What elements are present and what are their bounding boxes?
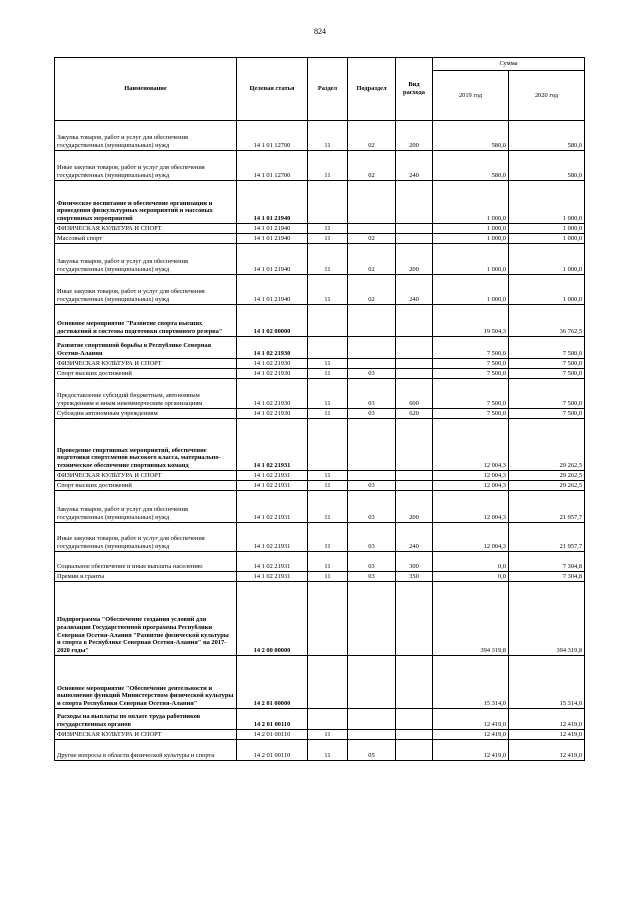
row-amount-2019: 1 000,0 [433,244,509,275]
row-section [308,419,348,471]
table-row [55,369,585,379]
row-amount-2019: 12 004,3 [433,523,509,552]
row-amount-2020: 1 000,0 [509,234,585,244]
row-name: Развитие спортивной борьбы в Республике Северная Осетия-Алания [55,337,237,359]
row-amount-2020: 7 500,0 [509,409,585,419]
row-expense-type [396,359,433,369]
row-name: Закупка товаров, работ и услуг для обеспечения государственных (муниципальных) нужд [55,244,237,275]
row-amount-2020: 15 314,0 [509,656,585,709]
row-amount-2020: 1 000,0 [509,275,585,305]
row-amount-2019: 12 419,0 [433,730,509,740]
row-amount-2020: 21 957,7 [509,523,585,552]
row-expense-type [396,305,433,337]
row-target-code: 14 1 02 21930 [237,409,308,419]
table-row [55,491,585,523]
row-target-code: 14 2 01 00000 [237,656,308,709]
row-subsection [348,582,396,656]
row-subsection: 03 [348,409,396,419]
row-amount-2020: 7 500,0 [509,359,585,369]
row-amount-2019: 12 419,0 [433,740,509,761]
row-amount-2019: 1 000,0 [433,234,509,244]
row-expense-type: 240 [396,151,433,181]
header-2019: 2019 год [433,71,509,121]
row-name: Премии и гранты [55,572,237,582]
row-section: 11 [308,359,348,369]
header-target: Целевая статья [237,58,308,121]
row-subsection [348,224,396,234]
row-name: Другие вопросы в области физической культуры и спорта [55,740,237,761]
row-expense-type [396,740,433,761]
row-subsection: 02 [348,151,396,181]
row-amount-2019: 7 500,0 [433,379,509,409]
row-section: 11 [308,471,348,481]
row-name: Проведение спортивных мероприятий, обеспечение подготовки спортсменов высокого класса, материально-техническое обеспечение спортивных команд [55,419,237,471]
row-target-code: 14 1 01 12700 [237,121,308,151]
row-subsection: 05 [348,740,396,761]
row-target-code: 14 2 01 00110 [237,740,308,761]
table-row [55,740,585,761]
row-subsection [348,181,396,224]
row-section: 11 [308,481,348,491]
row-subsection [348,419,396,471]
row-amount-2019: 12 004,3 [433,419,509,471]
row-target-code: 14 1 01 21940 [237,244,308,275]
row-name: ФИЗИЧЕСКАЯ КУЛЬТУРА И СПОРТ [55,359,237,369]
row-name: Основное мероприятие "Развитие спорта высших достижений и системы подготовки спортивного резерва" [55,305,237,337]
table-row [55,359,585,369]
row-expense-type [396,582,433,656]
row-subsection: 03 [348,491,396,523]
row-amount-2020: 7 500,0 [509,369,585,379]
row-subsection: 02 [348,121,396,151]
row-name: Иные закупки товаров, работ и услуг для обеспечения государственных (муниципальных) нужд [55,151,237,181]
row-subsection: 03 [348,481,396,491]
row-amount-2019: 12 004,3 [433,491,509,523]
table-row [55,523,585,552]
row-target-code: 14 1 02 21930 [237,369,308,379]
row-name: Спорт высших достижений [55,481,237,491]
row-amount-2020: 29 262,5 [509,481,585,491]
table-row [55,582,585,656]
header-sum: Сумма [433,58,585,71]
row-amount-2019: 7 500,0 [433,337,509,359]
table-row [55,181,585,224]
row-name: Закупка товаров, работ и услуг для обеспечения государственных (муниципальных) нужд [55,121,237,151]
row-subsection [348,656,396,709]
row-expense-type [396,730,433,740]
row-amount-2020: 1 000,0 [509,244,585,275]
row-target-code: 14 1 02 21931 [237,491,308,523]
row-target-code: 14 1 02 21931 [237,552,308,572]
table-row [55,552,585,572]
row-expense-type: 600 [396,379,433,409]
row-amount-2019: 580,0 [433,121,509,151]
row-amount-2019: 12 004,3 [433,471,509,481]
row-expense-type: 200 [396,244,433,275]
row-amount-2020: 1 000,0 [509,224,585,234]
row-expense-type: 240 [396,523,433,552]
header-name: Наименование [55,58,237,121]
header-expense-type: Вид расхода [396,58,433,121]
row-section [308,656,348,709]
row-subsection: 03 [348,523,396,552]
row-name: Иные закупки товаров, работ и услуг для обеспечения государственных (муниципальных) нужд [55,523,237,552]
row-amount-2020: 7 500,0 [509,379,585,409]
table-row [55,121,585,151]
table-row [55,730,585,740]
row-name: Массовый спорт [55,234,237,244]
row-amount-2020: 7 500,0 [509,337,585,359]
row-section: 11 [308,523,348,552]
table-row [55,419,585,471]
row-subsection: 03 [348,369,396,379]
row-subsection: 03 [348,552,396,572]
row-amount-2019: 394 319,8 [433,582,509,656]
row-section: 11 [308,491,348,523]
table-row [55,305,585,337]
row-name: ФИЗИЧЕСКАЯ КУЛЬТУРА И СПОРТ [55,471,237,481]
table-row [55,471,585,481]
row-expense-type [396,181,433,224]
row-expense-type: 200 [396,491,433,523]
row-target-code: 14 1 01 21940 [237,275,308,305]
row-name: Расходы на выплаты по оплате труда работников государственных органов [55,709,237,730]
row-subsection [348,709,396,730]
row-expense-type [396,656,433,709]
row-amount-2020: 7 304,8 [509,552,585,572]
row-amount-2019: 1 000,0 [433,224,509,234]
row-name: ФИЗИЧЕСКАЯ КУЛЬТУРА И СПОРТ [55,224,237,234]
row-name: Основное мероприятие "Обеспечение деятельности и выполнение функций Министерством физической культуры и спорта Республики Северная Осетия-Алания" [55,656,237,709]
row-target-code: 14 2 01 00110 [237,730,308,740]
row-name: Физическое воспитание и обеспечение организации и проведения физкультурных мероприятий и массовых спортивных мероприятий [55,181,237,224]
header-section: Раздел [308,58,348,121]
row-subsection: 03 [348,572,396,582]
row-target-code: 14 1 01 21940 [237,234,308,244]
row-amount-2019: 12 419,0 [433,709,509,730]
budget-table [54,57,585,761]
row-amount-2020: 12 419,0 [509,740,585,761]
row-subsection [348,305,396,337]
header-2020: 2020 год [509,71,585,121]
row-name: Субсидии автономным учреждениям [55,409,237,419]
row-expense-type [396,224,433,234]
table-body [55,121,585,761]
row-amount-2019: 12 004,3 [433,481,509,491]
row-expense-type [396,471,433,481]
table-row [55,409,585,419]
row-amount-2019: 7 500,0 [433,359,509,369]
row-section: 11 [308,121,348,151]
row-section: 11 [308,369,348,379]
row-subsection: 03 [348,379,396,409]
row-target-code: 14 1 01 21940 [237,181,308,224]
row-target-code: 14 1 01 21940 [237,224,308,234]
row-expense-type [396,709,433,730]
row-name: Закупка товаров, работ и услуг для обеспечения государственных (муниципальных) нужд [55,491,237,523]
row-subsection [348,337,396,359]
row-expense-type: 350 [396,572,433,582]
row-section: 11 [308,730,348,740]
row-section: 11 [308,234,348,244]
row-amount-2020: 7 304,8 [509,572,585,582]
row-target-code: 14 1 01 12700 [237,151,308,181]
row-section: 11 [308,552,348,572]
row-amount-2019: 1 000,0 [433,181,509,224]
row-expense-type: 240 [396,275,433,305]
row-amount-2019: 7 500,0 [433,369,509,379]
row-target-code: 14 1 02 21931 [237,572,308,582]
row-name: Предоставление субсидий бюджетным, автономным учреждениям и иным некоммерческим организациям [55,379,237,409]
row-name: Подпрограмма "Обеспечение создания условий для реализации Государственной программы Республики Северная Осетия-Алания "Развитие физической культуры и спорта в Республике Северная Осетия-Алания" на 2017-2020 годы" [55,582,237,656]
row-expense-type [396,481,433,491]
row-amount-2020: 36 762,5 [509,305,585,337]
row-amount-2019: 15 314,0 [433,656,509,709]
row-target-code: 14 1 02 21931 [237,523,308,552]
table-row [55,656,585,709]
row-expense-type [396,419,433,471]
row-amount-2020: 580,0 [509,121,585,151]
table-row [55,275,585,305]
table-row [55,572,585,582]
table-row [55,379,585,409]
row-target-code: 14 1 02 00000 [237,305,308,337]
row-section: 11 [308,740,348,761]
row-target-code: 14 1 02 21930 [237,379,308,409]
row-expense-type: 620 [396,409,433,419]
row-section: 11 [308,379,348,409]
row-amount-2020: 12 419,0 [509,730,585,740]
row-section [308,709,348,730]
table-row [55,481,585,491]
row-target-code: 14 1 02 21930 [237,359,308,369]
table-row [55,151,585,181]
row-expense-type [396,337,433,359]
table-row [55,337,585,359]
row-section [308,181,348,224]
row-amount-2020: 1 000,0 [509,181,585,224]
row-name: Иные закупки товаров, работ и услуг для обеспечения государственных (муниципальных) нужд [55,275,237,305]
row-section [308,305,348,337]
row-name: Социальное обеспечение и иные выплаты населению [55,552,237,572]
row-section: 11 [308,224,348,234]
table-row [55,244,585,275]
row-amount-2019: 580,0 [433,151,509,181]
row-name: Спорт высших достижений [55,369,237,379]
row-section: 11 [308,244,348,275]
row-amount-2020: 12 419,0 [509,709,585,730]
table-row [55,224,585,234]
row-subsection: 02 [348,244,396,275]
row-name: ФИЗИЧЕСКАЯ КУЛЬТУРА И СПОРТ [55,730,237,740]
row-section: 11 [308,409,348,419]
row-amount-2019: 0,0 [433,572,509,582]
table-row [55,709,585,730]
row-target-code: 14 2 00 00000 [237,582,308,656]
row-amount-2020: 21 957,7 [509,491,585,523]
row-subsection: 02 [348,275,396,305]
row-subsection [348,730,396,740]
row-amount-2020: 394 319,8 [509,582,585,656]
row-amount-2019: 7 500,0 [433,409,509,419]
row-amount-2019: 1 000,0 [433,275,509,305]
row-target-code: 14 1 02 21931 [237,471,308,481]
row-target-code: 14 2 01 00110 [237,709,308,730]
row-section: 11 [308,275,348,305]
row-target-code: 14 1 02 21931 [237,419,308,471]
table-row [55,234,585,244]
row-expense-type [396,369,433,379]
header-subsection: Подраздел [348,58,396,121]
row-subsection: 02 [348,234,396,244]
row-section: 11 [308,572,348,582]
row-amount-2020: 580,0 [509,151,585,181]
row-expense-type: 200 [396,121,433,151]
row-subsection [348,359,396,369]
row-section [308,582,348,656]
row-expense-type: 300 [396,552,433,572]
row-amount-2020: 29 262,5 [509,419,585,471]
row-target-code: 14 1 02 21931 [237,481,308,491]
row-target-code: 14 1 02 21930 [237,337,308,359]
row-section [308,337,348,359]
row-section: 11 [308,151,348,181]
row-amount-2019: 19 504,3 [433,305,509,337]
row-amount-2019: 0,0 [433,552,509,572]
page-number: 824 [314,27,326,36]
row-amount-2020: 29 262,5 [509,471,585,481]
row-subsection [348,471,396,481]
row-expense-type [396,234,433,244]
